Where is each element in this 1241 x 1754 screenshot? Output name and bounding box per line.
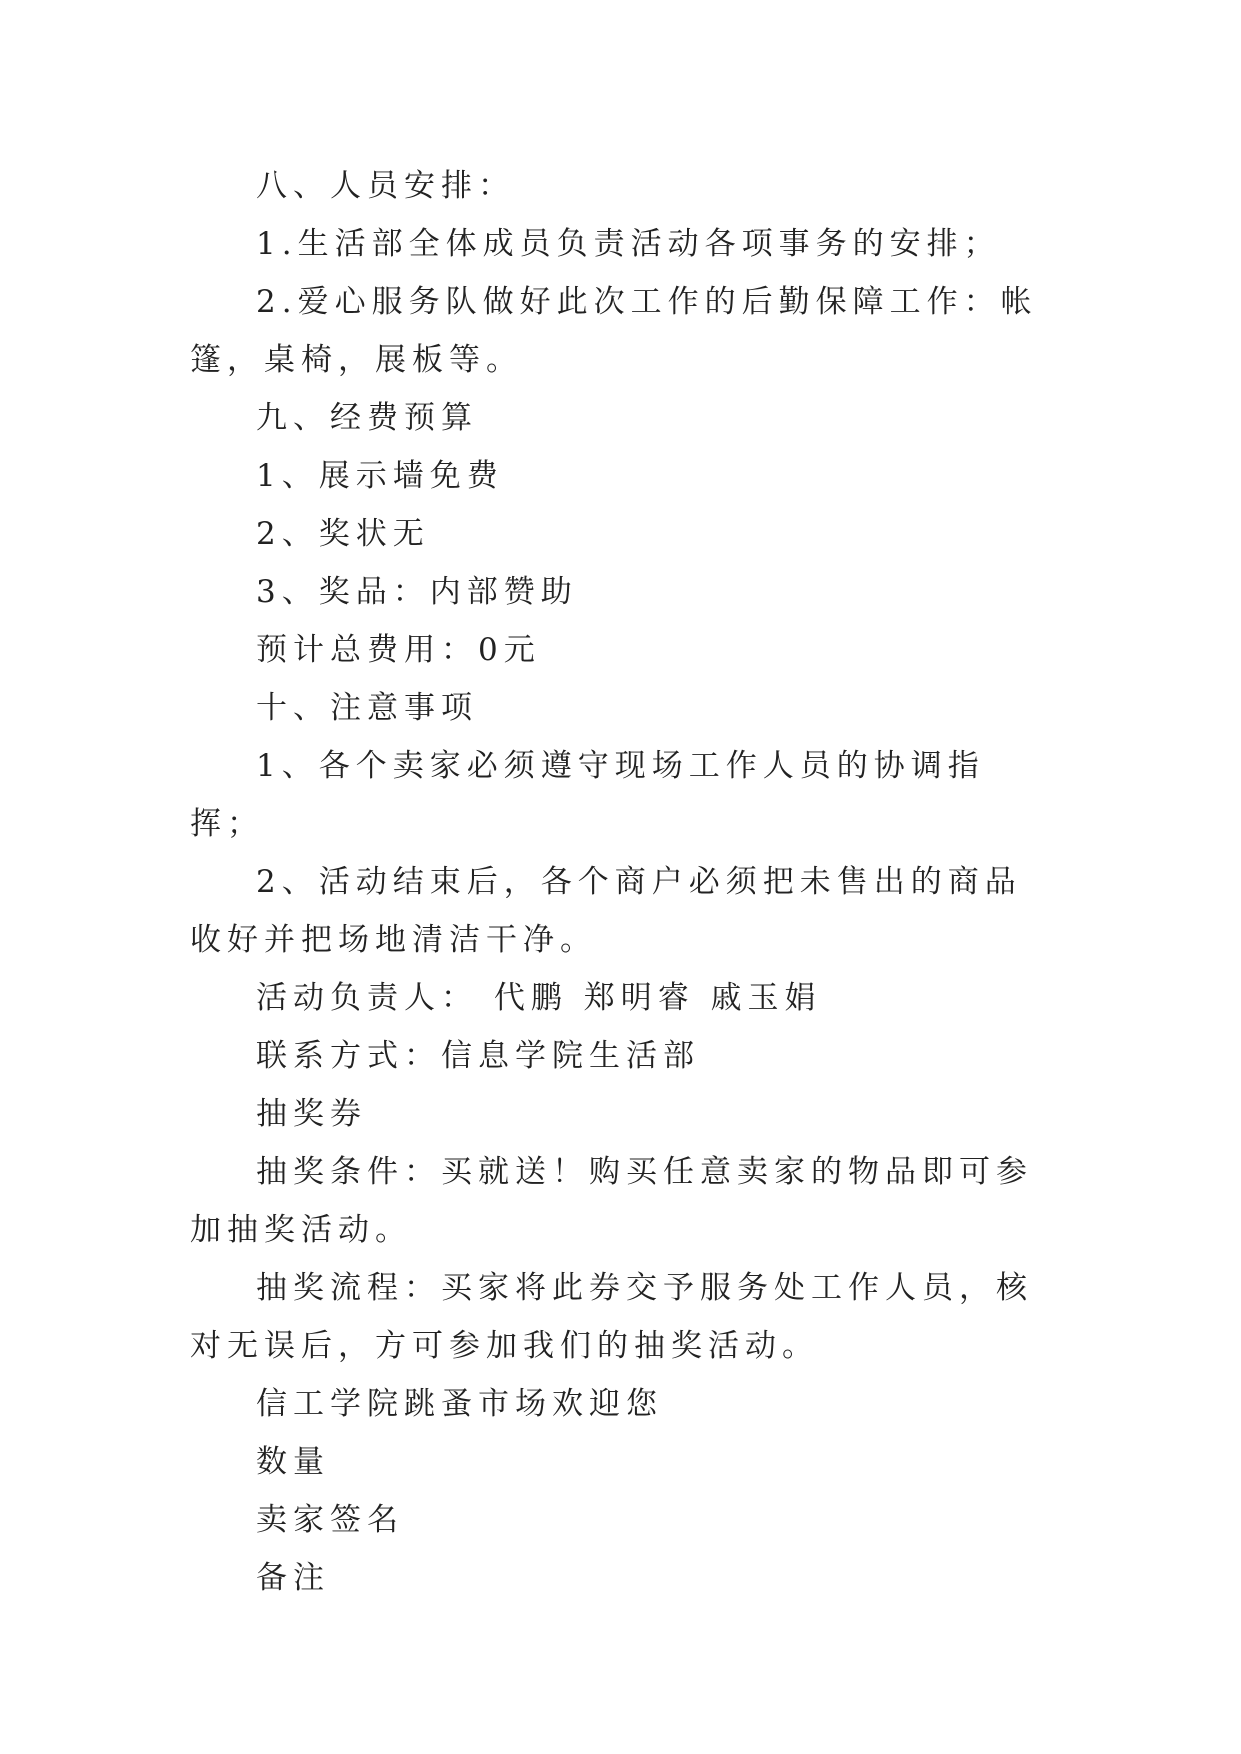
notes-item-1: 1、各个卖家必须遵守现场工作人员的协调指挥； (190, 748, 985, 842)
lottery-conditions: 抽奖条件：买就送！购买任意卖家的物品即可参加抽奖活动。 (190, 1154, 1033, 1248)
budget-item-2: 2、奖状无 (256, 516, 430, 552)
section-heading-budget: 九、经费预算 (256, 400, 478, 436)
budget-item-3: 3、奖品：内部赞助 (256, 574, 578, 610)
welcome-line: 信工学院跳蚤市场欢迎您 (256, 1386, 663, 1422)
lottery-ticket-title: 抽奖券 (256, 1096, 367, 1132)
staffing-item-2: 2.爱心服务队做好此次工作的后勤保障工作：帐篷，桌椅，展板等。 (190, 284, 1038, 378)
lottery-process: 抽奖流程：买家将此券交予服务处工作人员，核对无误后，方可参加我们的抽奖活动。 (190, 1270, 1033, 1364)
quantity-label: 数量 (256, 1444, 330, 1480)
contact-line: 联系方式：信息学院生活部 (256, 1038, 700, 1074)
remarks-label: 备注 (256, 1560, 330, 1596)
budget-total: 预计总费用：0元 (256, 632, 541, 668)
notes-item-2: 2、活动结束后，各个商户必须把未售出的商品收好并把场地清洁干净。 (190, 864, 1022, 958)
seller-signature-label: 卖家签名 (256, 1502, 404, 1538)
staffing-item-1: 1.生活部全体成员负责活动各项事务的安排； (256, 226, 1001, 262)
organizers-line: 活动负责人： 代鹏 郑明睿 戚玉娟 (256, 980, 822, 1016)
document-body (190, 157, 1050, 1607)
section-heading-notes: 十、注意事项 (256, 690, 478, 726)
budget-item-1: 1、展示墙免费 (256, 458, 504, 494)
section-heading-staffing: 八、人员安排： (256, 168, 515, 204)
